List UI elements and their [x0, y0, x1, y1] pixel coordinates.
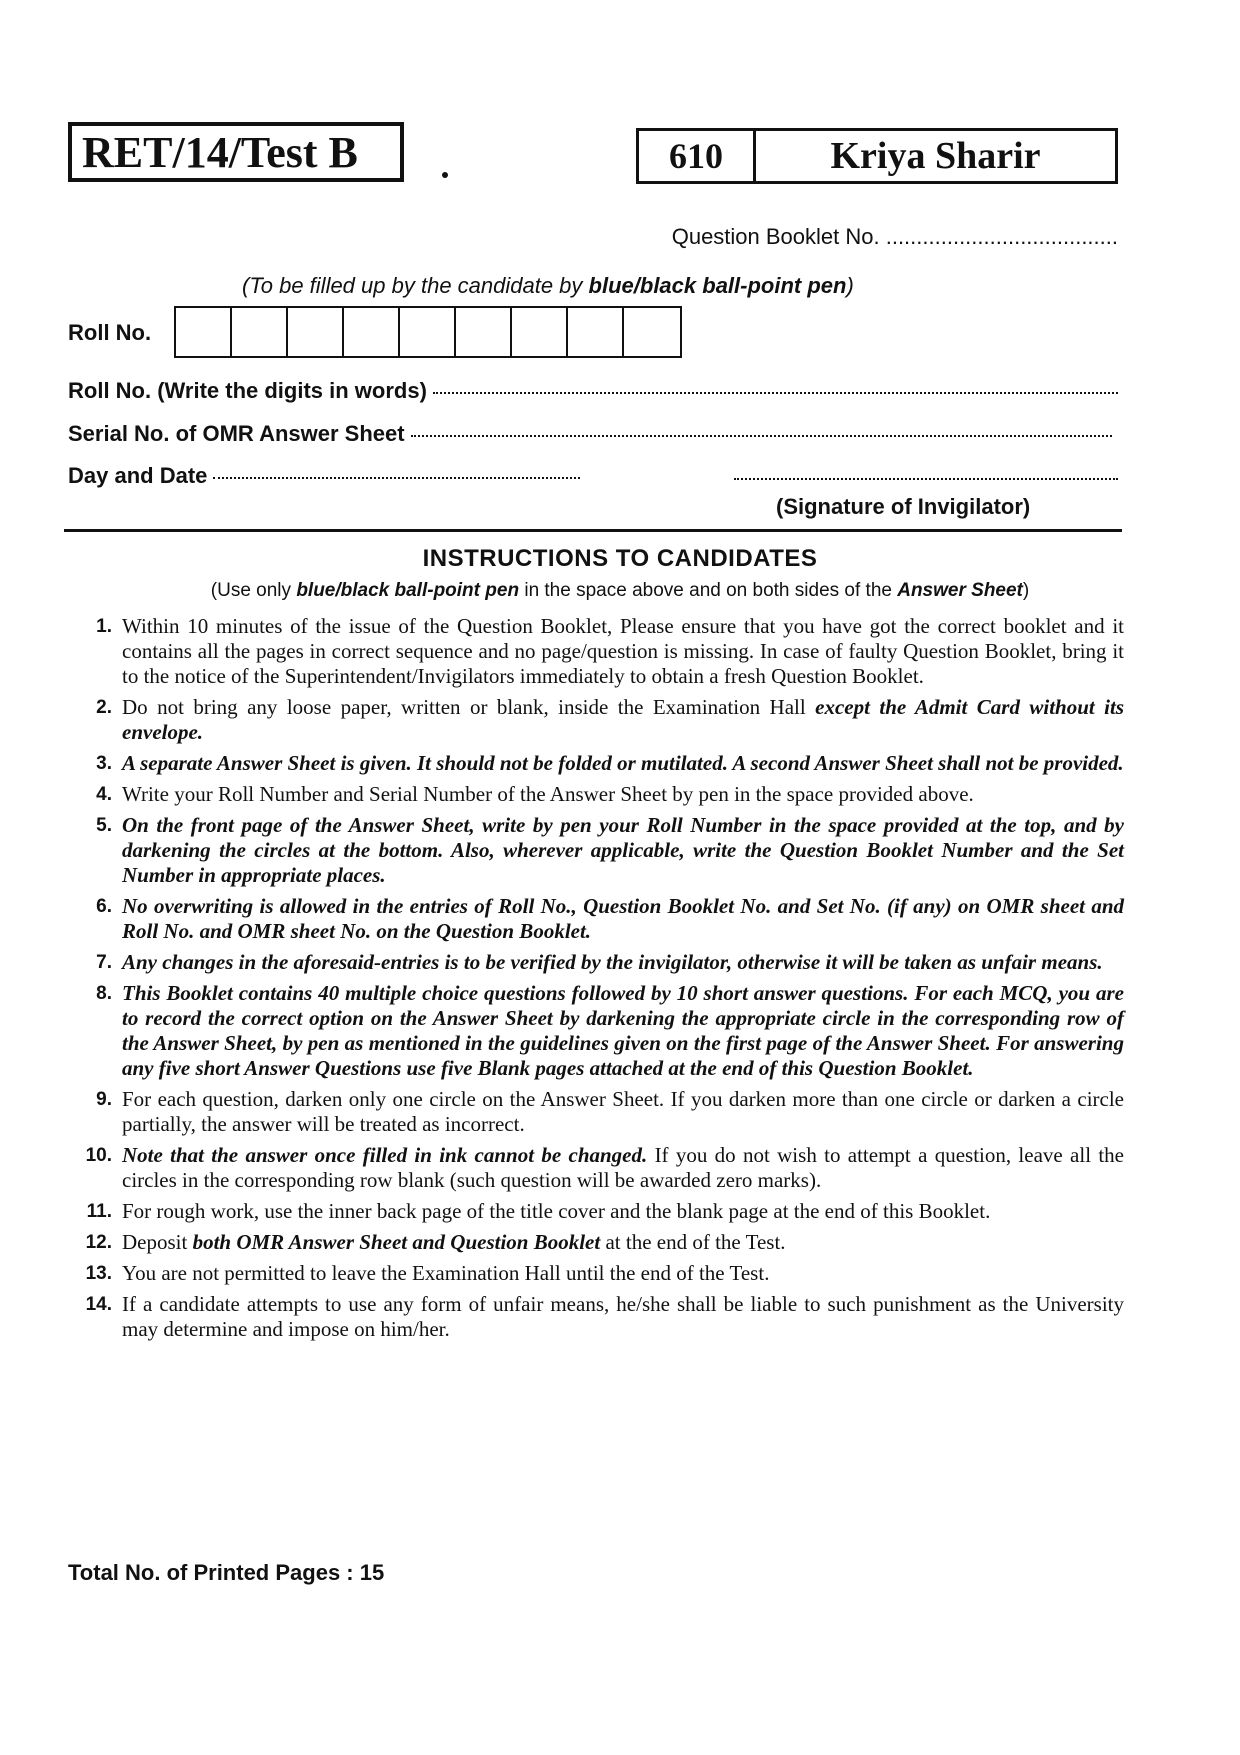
instruction-text	[122, 1143, 1124, 1193]
roll-digit-box[interactable]	[232, 308, 288, 356]
instructions-subtitle-b: blue/black ball-point pen	[296, 580, 520, 601]
instruction-number: 1.	[96, 616, 112, 637]
instruction-number: 11.	[86, 1201, 112, 1222]
instruction-item	[64, 614, 1124, 689]
roll-digit-box[interactable]	[512, 308, 568, 356]
signature-label: (Signature of Invigilator)	[776, 494, 1031, 519]
instructions-subtitle	[0, 580, 1240, 602]
day-date-field[interactable]	[68, 463, 580, 489]
signature-line[interactable]	[734, 478, 1118, 480]
instruction-item	[64, 751, 1124, 776]
instructions-subtitle-e: )	[1022, 580, 1030, 601]
instruction-number: 13.	[85, 1263, 112, 1284]
instruction-text	[122, 1087, 1124, 1137]
fill-instruction-prefix: (To be filled up by the candidate by	[242, 273, 589, 298]
instruction-text	[122, 1199, 1124, 1224]
instructions-subtitle-a: (Use only	[210, 580, 297, 601]
omr-serial-label: Serial No. of OMR Answer Sheet	[68, 421, 405, 446]
roll-words-line[interactable]	[433, 392, 1118, 394]
instruction-item	[64, 1292, 1124, 1342]
instruction-item	[64, 813, 1124, 888]
instruction-number: 3.	[96, 753, 112, 774]
roll-words-field[interactable]	[68, 378, 1118, 404]
instruction-text-plain: Write your Roll Number and Serial Number of the Answer Sheet by pen in the space provided above.	[122, 782, 974, 806]
instruction-number: 10.	[85, 1145, 112, 1166]
instruction-text-plain: Deposit	[122, 1230, 193, 1254]
instruction-text	[122, 894, 1124, 944]
instruction-text-plain: If you do not wish to attempt a question, leave all the circles in the corresponding row blank (such question will be awarded zero marks).	[122, 1143, 1124, 1192]
instructions-title: INSTRUCTIONS TO CANDIDATES	[422, 545, 818, 572]
roll-digit-box[interactable]	[456, 308, 512, 356]
instruction-text-emphasis: No overwriting is allowed in the entries of Roll No., Question Booklet No. and Set No. (if any) on OMR sheet and Roll No. and OMR sheet No. on the Question Booklet.	[122, 894, 1124, 943]
instruction-number: 2.	[96, 697, 112, 718]
roll-digit-box[interactable]	[344, 308, 400, 356]
instruction-item	[64, 1199, 1124, 1224]
instruction-text-emphasis: This Booklet contains 40 multiple choice questions followed by 10 short answer questions. For each MCQ, you are to record the correct option on the Answer Sheet by darkening the appropriate circle in the corresponding row of the Answer Sheet, by pen as mentioned in the guidelines given on the first page of the Answer Sheet. For answering any five short Answer Questions use five Blank pages attached at the end of this Question Booklet.	[122, 981, 1124, 1080]
omr-serial-line[interactable]	[411, 435, 1112, 437]
instruction-text	[122, 751, 1124, 776]
instruction-number: 6.	[96, 896, 112, 917]
instruction-number: 9.	[96, 1089, 112, 1110]
instruction-text-plain: Do not bring any loose paper, written or blank, inside the Examination Hall	[122, 695, 816, 719]
test-code: RET/14/Test B	[82, 127, 358, 177]
instruction-text-plain: You are not permitted to leave the Examination Hall until the end of the Test.	[122, 1261, 770, 1285]
total-printed-pages: Total No. of Printed Pages : 15	[68, 1560, 385, 1585]
instructions-list	[64, 614, 1124, 1348]
instruction-text-emphasis: On the front page of the Answer Sheet, write by pen your Roll Number in the space provided at the top, and by darkening the circles at the bottom. Also, wherever applicable, write the Question Booklet Number and the Set Number in appropriate places.	[122, 813, 1124, 887]
day-date-label: Day and Date	[68, 463, 208, 488]
instruction-text-plain: For rough work, use the inner back page of the title cover and the blank page at the end of this Booklet.	[122, 1199, 991, 1223]
instruction-item	[64, 1087, 1124, 1137]
roll-words-label: Roll No. (Write the digits in words)	[68, 378, 427, 403]
roll-digit-box[interactable]	[624, 308, 680, 356]
instruction-item	[64, 695, 1124, 745]
instruction-text-plain: For each question, darken only one circle on the Answer Sheet. If you darken more than one circle or darken a circle partially, the answer will be treated as incorrect.	[122, 1087, 1124, 1136]
instruction-text	[122, 614, 1124, 689]
instruction-text	[122, 695, 1124, 745]
instructions-subtitle-c: in the space above and on both sides of the	[519, 580, 898, 601]
test-code-box	[68, 122, 404, 182]
subject-name: Kriya Sharir	[830, 135, 1041, 177]
subject-code: 610	[639, 131, 756, 181]
instruction-item	[64, 1261, 1124, 1286]
instruction-text-plain: Within 10 minutes of the issue of the Question Booklet, Please ensure that you have got the correct booklet and it contains all the pages in correct sequence and no page/question is missing. In case of faulty Question Booklet, bring it to the notice of the Superintendent/Invigilators immediately to obtain a fresh Question Booklet.	[122, 614, 1124, 688]
instruction-item	[64, 1230, 1124, 1255]
instruction-text	[122, 950, 1124, 975]
instruction-item	[64, 894, 1124, 944]
instruction-item	[64, 981, 1124, 1081]
instruction-item	[64, 950, 1124, 975]
day-date-line[interactable]	[213, 477, 580, 479]
instruction-text	[122, 1230, 1124, 1255]
instruction-number: 5.	[96, 815, 112, 836]
instruction-text-emphasis: A separate Answer Sheet is given. It should not be folded or mutilated. A second Answer Sheet shall not be provided.	[122, 751, 1124, 775]
roll-no-grid[interactable]	[174, 306, 682, 358]
stray-dot	[442, 172, 448, 178]
omr-serial-field[interactable]	[68, 421, 1112, 447]
instruction-text	[122, 782, 1124, 807]
fill-instruction-emphasis: blue/black ball-point pen	[588, 273, 847, 298]
roll-digit-box[interactable]	[288, 308, 344, 356]
instruction-number: 4.	[96, 784, 112, 805]
instruction-number: 14.	[85, 1294, 112, 1315]
instruction-text-emphasis: Note that the answer once filled in ink cannot be changed.	[122, 1143, 648, 1167]
instruction-text-plain: at the end of the Test.	[600, 1230, 786, 1254]
instruction-text	[122, 981, 1124, 1081]
roll-digit-box[interactable]	[568, 308, 624, 356]
instruction-number: 7.	[96, 952, 112, 973]
instruction-text	[122, 813, 1124, 888]
instruction-text	[122, 1261, 1124, 1286]
instruction-text-plain: If a candidate attempts to use any form of unfair means, he/she shall be liable to such punishment as the University may determine and impose on him/her.	[122, 1292, 1124, 1341]
question-booklet-no: Question Booklet No. ......................................	[671, 224, 1118, 249]
subject-box	[636, 128, 1118, 184]
instruction-text-emphasis: Any changes in the aforesaid-entries is to be verified by the invigilator, otherwise it will be taken as unfair means.	[122, 950, 1103, 974]
instruction-number: 12.	[85, 1232, 112, 1253]
instruction-item	[64, 1143, 1124, 1193]
instruction-text-emphasis: except the Admit Card without its envelope.	[122, 695, 1124, 744]
instruction-text	[122, 1292, 1124, 1342]
roll-digit-box[interactable]	[176, 308, 232, 356]
fill-instruction-suffix: )	[846, 273, 854, 298]
fill-instruction	[242, 273, 854, 299]
instruction-number: 8.	[96, 983, 112, 1004]
roll-no-label: Roll No.	[68, 320, 152, 345]
instruction-text-emphasis: both OMR Answer Sheet and Question Booklet	[192, 1230, 601, 1254]
roll-digit-box[interactable]	[400, 308, 456, 356]
divider	[64, 529, 1122, 532]
instructions-subtitle-d: Answer Sheet	[897, 580, 1023, 601]
instruction-item	[64, 782, 1124, 807]
